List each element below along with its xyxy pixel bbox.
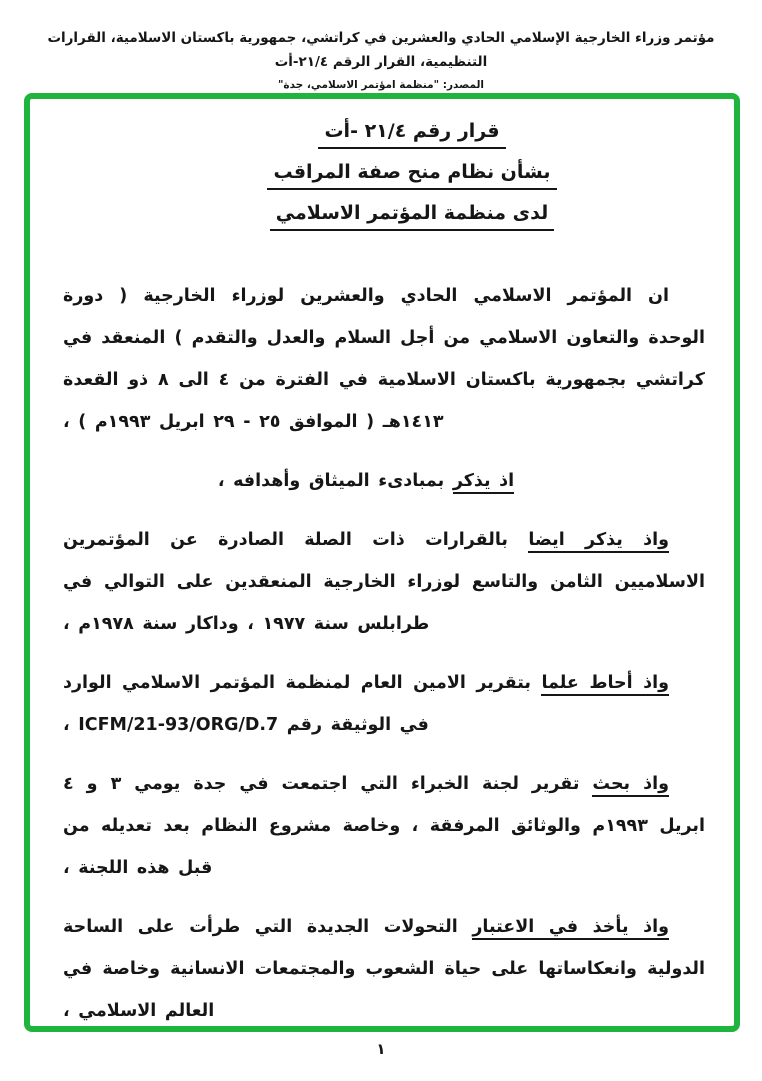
page-number: ١ [376,1040,386,1058]
title-row [91,161,733,190]
paragraph-lead-underlined: واذ بحث [592,774,669,797]
preamble-paragraph-1 [63,275,705,443]
green-border-frame [24,93,740,1032]
resolution-title-block [91,120,733,231]
paragraph-text: التحولات الجديدة التي طرأت على الساحة الدولية وانعكاساتها على حياة الشعوب والمجتمعات الانسانية وخاصة في العالم الاسلامي ، [63,917,705,1021]
paragraph-text: بالقرارات ذات الصلة الصادرة عن المؤتمرين الاسلاميين الثامن والتاسع لوزراء الخارجية المنعقدين على التوالي في طرابلس سنة ١٩٧٧ ، وداكار سنة ١٩٧٨م ، [63,530,705,634]
meta-title-line: مؤتمر وزراء الخارجية الإسلامي الحادي والعشرين في كراتشي، جمهورية باكستان الاسلامية، القرارات التنظيمية، القرار الرقم ٢١/٤-أت [47,30,715,70]
paragraph-text: بمبادىء الميثاق وأهدافه ، [217,471,453,491]
paragraph-text: ان المؤتمر الاسلامي الحادي والعشرين لوزراء الخارجية ( دورة الوحدة والتعاون الاسلامي من أجل السلام والعدل والتقدم ) المنعقد في كراتشي بجمهورية باكستان الاسلامية في الفترة من ٤ الى ٨ ذو القعدة ١٤١٣هـ ( الموافق ٢٥ - ٢٩ ابريل ١٩٩٣م ) ، [63,286,705,432]
preamble-paragraph-6 [63,906,705,1032]
title-row [91,202,733,231]
paragraph-lead-underlined: واذ أحاط علما [541,673,669,696]
resolution-subject-title: بشأن نظام منح صفة المراقب [267,161,556,190]
title-row [91,120,733,149]
document-meta-header [0,26,762,94]
preamble-paragraph-4 [63,662,705,746]
resolution-document-body [30,99,734,1026]
meta-source-line: المصدر: "منظمة امؤتمر الاسلامي، جدة" [277,79,485,91]
paragraph-lead-underlined: واذ يذكر ايضا [528,530,669,553]
preamble-paragraph-5 [63,763,705,889]
paragraph-text: بتقرير الامين العام لمنظمة المؤتمر الاسلامي الوارد في الوثيقة رقم ICFM/21-93/ORG/D.7 ، [63,673,542,735]
resolution-organization-title: لدى منظمة المؤتمر الاسلامي [270,202,554,231]
paragraph-lead-underlined: واذ يأخذ في الاعتبار [472,917,669,940]
paragraph-lead-underlined: اذ يذكر [453,471,514,494]
paragraph-text: تقرير لجنة الخبراء التي اجتمعت في جدة يومي ٣ و ٤ ابريل ١٩٩٣م والوثائق المرفقة ، وخاصة مشروع النظام بعد تعديله من قبل هذه اللجنة ، [63,774,705,878]
preamble-paragraph-2 [63,460,705,502]
resolution-number-title: قرار رقم ٢١/٤ -أت [318,120,505,149]
preamble-paragraph-3 [63,519,705,645]
